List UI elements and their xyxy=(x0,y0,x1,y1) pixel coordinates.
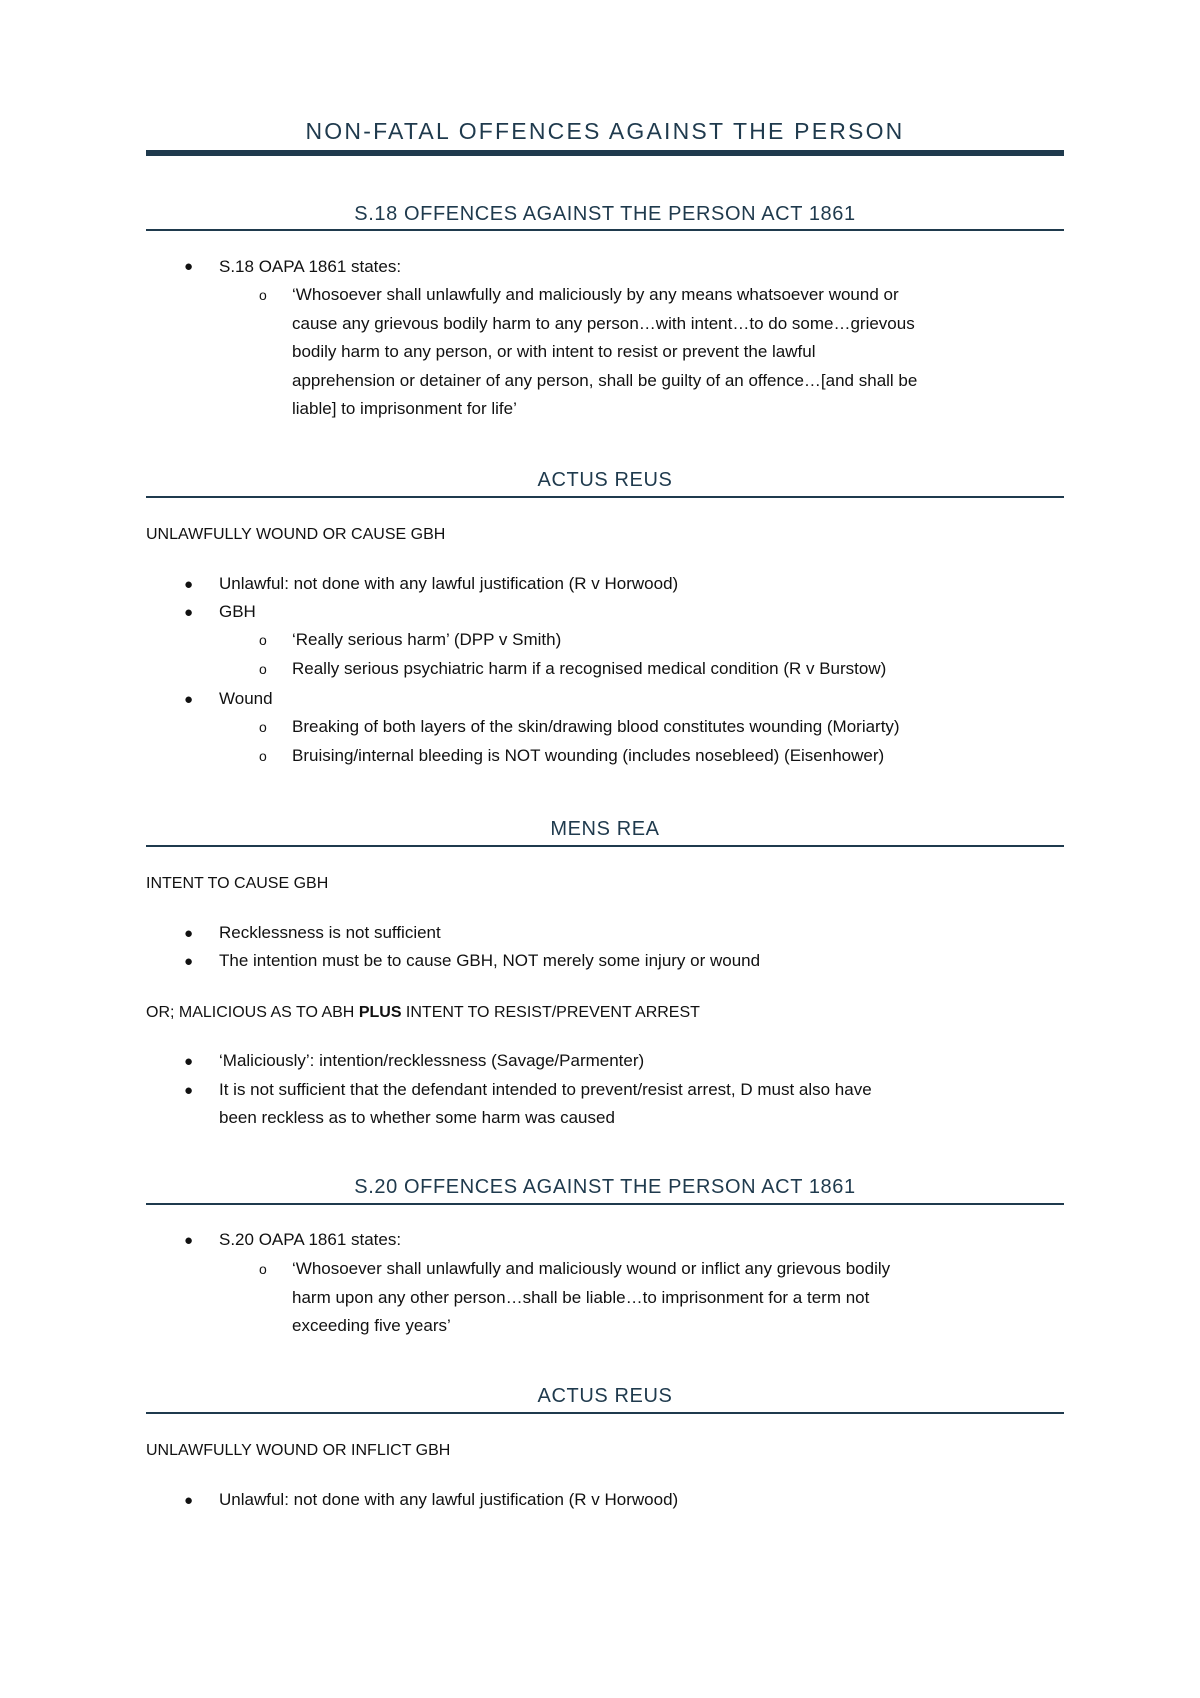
title-rule xyxy=(146,150,1064,156)
s18-mens-item: It is not sufficient that the defendant intended to prevent/resist arrest, D must also have xyxy=(219,1080,872,1099)
page-title: NON-FATAL OFFENCES AGAINST THE PERSON xyxy=(305,118,905,144)
s18-mens-subheading: INTENT TO CAUSE GBH xyxy=(146,875,329,892)
bullet-icon: ● xyxy=(184,1232,194,1249)
s18-quote-line: ‘Whosoever shall unlawfully and maliciously by any means whatsoever wound or xyxy=(292,285,899,304)
bullet-icon: ● xyxy=(184,576,194,593)
s20-actus-rule xyxy=(146,1412,1064,1414)
circle-bullet-icon: o xyxy=(259,748,267,764)
s20-quote-line: ‘Whosoever shall unlawfully and maliciously wound or inflict any grievous bodily xyxy=(292,1259,891,1278)
s18-quote-line: cause any grievous bodily harm to any person…with intent…to do some…grievous xyxy=(292,314,915,333)
s18-unlawful-item: Unlawful: not done with any lawful justification (R v Horwood) xyxy=(219,574,679,593)
bullet-icon: ● xyxy=(184,691,194,708)
s18-wound-subitem: Bruising/internal bleeding is NOT wounding (includes nosebleed) (Eisenhower) xyxy=(292,746,885,765)
circle-bullet-icon: o xyxy=(259,719,267,735)
subheading-part: INTENT TO RESIST/PREVENT ARREST xyxy=(401,1004,700,1021)
s18-actus-heading: ACTUS REUS xyxy=(537,469,673,491)
s18-actus-subheading: UNLAWFULLY WOUND OR CAUSE GBH xyxy=(146,526,446,543)
bullet-icon: ● xyxy=(184,1492,194,1509)
s18-quote-line: apprehension or detainer of any person, shall be guilty of an offence…[and shall be xyxy=(292,371,918,390)
s18-gbh-item: GBH xyxy=(219,602,256,621)
s20-quote-line: exceeding five years’ xyxy=(292,1316,451,1335)
s18-heading: S.18 OFFENCES AGAINST THE PERSON ACT 1861 xyxy=(354,203,856,225)
bullet-icon: ● xyxy=(184,258,194,275)
s18-mens-rule xyxy=(146,845,1064,847)
subheading-part: OR; MALICIOUS AS TO ABH xyxy=(146,1004,359,1021)
bullet-icon: ● xyxy=(184,925,194,942)
s18-quote-line: bodily harm to any person, or with intent to resist or prevent the lawful xyxy=(292,342,816,361)
s18-mens-item: ‘Maliciously’: intention/recklessness (Savage/Parmenter) xyxy=(219,1051,645,1070)
bullet-icon: ● xyxy=(184,604,194,621)
s18-mens-heading: MENS REA xyxy=(550,818,660,840)
s18-wound-item: Wound xyxy=(219,689,273,708)
circle-bullet-icon: o xyxy=(259,661,267,677)
bullet-icon: ● xyxy=(184,1053,194,1070)
s20-quote-line: harm upon any other person…shall be liable…to imprisonment for a term not xyxy=(292,1288,870,1307)
s18-mens-subheading-2 xyxy=(146,1004,700,1022)
circle-bullet-icon: o xyxy=(259,632,267,648)
s20-heading-rule xyxy=(146,1203,1064,1205)
s18-mens-item-cont: been reckless as to whether some harm was caused xyxy=(219,1108,615,1127)
s18-wound-subitem: Breaking of both layers of the skin/drawing blood constitutes wounding (Moriarty) xyxy=(292,717,900,736)
s20-unlawful-item: Unlawful: not done with any lawful justification (R v Horwood) xyxy=(219,1490,679,1509)
s18-quote-line: liable] to imprisonment for life’ xyxy=(292,399,517,418)
s20-states: S.20 OAPA 1861 states: xyxy=(219,1230,402,1249)
circle-bullet-icon: o xyxy=(259,1261,267,1277)
s20-actus-heading: ACTUS REUS xyxy=(537,1385,673,1407)
s18-states: S.18 OAPA 1861 states: xyxy=(219,257,402,276)
s18-actus-rule xyxy=(146,496,1064,498)
s18-mens-item: The intention must be to cause GBH, NOT merely some injury or wound xyxy=(219,951,761,970)
bullet-icon: ● xyxy=(184,953,194,970)
s18-heading-rule xyxy=(146,229,1064,231)
s18-mens-item: Recklessness is not sufficient xyxy=(219,923,441,942)
subheading-bold-part: PLUS xyxy=(358,1004,402,1021)
s18-gbh-subitem: ‘Really serious harm’ (DPP v Smith) xyxy=(292,630,562,649)
s18-gbh-subitem: Really serious psychiatric harm if a recognised medical condition (R v Burstow) xyxy=(292,659,887,678)
s20-actus-subheading: UNLAWFULLY WOUND OR INFLICT GBH xyxy=(146,1442,451,1459)
circle-bullet-icon: o xyxy=(259,287,267,303)
bullet-icon: ● xyxy=(184,1082,194,1099)
s20-heading: S.20 OFFENCES AGAINST THE PERSON ACT 1861 xyxy=(354,1176,856,1198)
